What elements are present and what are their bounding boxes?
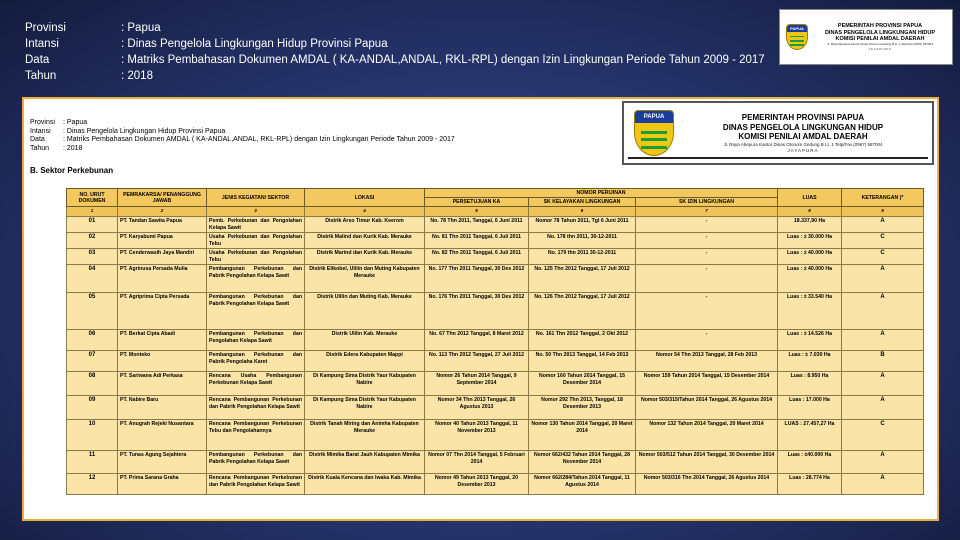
column-index: 1: [67, 207, 118, 217]
cell-lokasi: Distrik Edera Kabupaten Mappi: [305, 351, 425, 372]
cell-jenis: Pembangunan Perkebunan dan Pabrik Pengolahan Kelapa Sawit: [207, 293, 305, 330]
cell-luas: Luas : ± 33.540 Ha: [778, 293, 842, 330]
cell-skkl: Nomor 130 Tahun 2014 Tanggal, 20 Maret 2014: [529, 420, 636, 451]
cell-izin: -: [636, 293, 778, 330]
cell-izin: Nomor 503/315/Tahun 2014 Tanggal, 26 Agustus 2014: [636, 396, 778, 420]
cell-ket: A: [842, 330, 924, 351]
logo-address: Jl. Raya Abepura Kantor Dinas Otonom Gedung B Lt. 1 Telp/Fax.(0967) 587004: [826, 41, 933, 46]
cell-skkl: Nomor 292 Thn 2013, Tanggal, 18 Desember 2013: [529, 396, 636, 420]
cell-izin: Nomor 503/316 Thn 2014 Tanggal, 26 Agustus 2014: [636, 474, 778, 495]
table-row: [67, 293, 924, 330]
table-row: [67, 420, 924, 451]
column-index: 4: [305, 207, 425, 217]
cell-lokasi: Distrik Tanah Miring dan Animha Kabupaten Merauke: [305, 420, 425, 451]
cell-izin: Nomor 132 Tahun 2014 Tanggal, 20 Maret 2014: [636, 420, 778, 451]
cell-luas: Luas : 8.950 Ha: [778, 372, 842, 396]
slide-meta: [25, 20, 765, 84]
cell-luas: Luas : ±40.000 Ha: [778, 451, 842, 474]
cell-skkl: Nomor 78 Tahun 2011, Tgl 6 Juni 2011: [529, 217, 636, 233]
cell-pemrakarsa: PT. Cenderwasih Jaya Mandiri: [118, 249, 207, 265]
header-keterangan: KETERANGAN )*: [842, 189, 924, 207]
cell-skkl: Nomor 160 Tahun 2014 Tanggal, 15 Desember 2014: [529, 372, 636, 396]
slide-meta-row: [25, 68, 765, 84]
doc-meta-value: : 2018: [63, 144, 83, 152]
logo-large-city: JAYAPURA: [787, 147, 819, 153]
cell-ket: C: [842, 233, 924, 249]
cell-no: 08: [67, 372, 118, 396]
table-row: [67, 372, 924, 396]
cell-no: 07: [67, 351, 118, 372]
cell-jenis: Pembangunan Perkebunan dan Pabrik Pengolaha Karet: [207, 351, 305, 372]
logo-card-large: [622, 101, 934, 165]
cell-lokasi: Di Kampung Sima Distrik Yaur Kabupaten Nabire: [305, 396, 425, 420]
column-index: 2: [118, 207, 207, 217]
logo-large-line2: DINAS PENGELOLA LINGKUNGAN HIDUP: [722, 122, 884, 132]
table-row: [67, 396, 924, 420]
cell-ket: C: [842, 420, 924, 451]
doc-meta-row: [30, 119, 455, 128]
cell-skkl: Nomor 662/432 Tahun 2014 Tanggal, 28 November 2014: [529, 451, 636, 474]
cell-ka: No. 176 Thn 2011 Tanggal, 30 Des 2012: [425, 293, 529, 330]
cell-lokasi: Distrik Ulilin dan Muting Kab. Merauke: [305, 293, 425, 330]
cell-jenis: Rencana Pembangunan Perkebunan dan Pabrik Pengolahan Kelapa Sawit: [207, 396, 305, 420]
cell-luas: Luas : ± 14.526 Ha: [778, 330, 842, 351]
cell-ka: No. 81 Thn 2011 Tanggal, 6 Juli 2011: [425, 233, 529, 249]
cell-ka: No. 177 Thn 2011 Tanggal, 30 Des 2012: [425, 265, 529, 293]
cell-jenis: Rencana Pembangunan Perkebunan dan Pabrik Pengolahan Kelapa Sawit: [207, 474, 305, 495]
cell-luas: Luas : ± 30.000 Ha: [778, 233, 842, 249]
header-nomor-perijinan: NOMOR PERIJINAN: [425, 189, 778, 198]
cell-ka: Nomor 49 Tahun 2013 Tanggal, 20 Desember 2013: [425, 474, 529, 495]
cell-luas: Luas : 17.000 Ha: [778, 396, 842, 420]
cell-izin: -: [636, 249, 778, 265]
table-row: [67, 265, 924, 293]
column-index: 8: [778, 207, 842, 217]
cell-ka: Nomor 40 Tahun 2013 Tanggal, 11 November 2013: [425, 420, 529, 451]
cell-ket: A: [842, 474, 924, 495]
table-row: [67, 351, 924, 372]
cell-pemrakarsa: PT. Tandan Sawita Papua: [118, 217, 207, 233]
header-sk-kelayakan: SK KELAYAKAN LINGKUNGAN: [529, 198, 636, 207]
cell-jenis: Usaha Perkebunan dan Pengolahan Tebu: [207, 249, 305, 265]
cell-lokasi: Di Kampung Sima Distrik Yaur Kabupaten Nabire: [305, 372, 425, 396]
cell-pemrakarsa: PT. Berkat Cipta Abadi: [118, 330, 207, 351]
cell-ket: A: [842, 293, 924, 330]
cell-luas: LUAS : 27.457,27 Ha: [778, 420, 842, 451]
logo-line2: DINAS PENGELOLA LINGKUNGAN HIDUP: [824, 29, 936, 36]
cell-pemrakarsa: PT. Anugrah Rejeki Nusantara: [118, 420, 207, 451]
cell-lokasi: Distrik Ulilin Kab. Merauke: [305, 330, 425, 351]
cell-pemrakarsa: PT. Monteko: [118, 351, 207, 372]
table-row: [67, 217, 924, 233]
cell-pemrakarsa: PT. Agrinusa Persada Mulia: [118, 265, 207, 293]
cell-jenis: Pembangunan Perkebunan dan Pabrik Pengolahan Kelapa Sawit: [207, 451, 305, 474]
logo-large-line3: KOMISI PENILAI AMDAL DAERAH: [738, 132, 868, 142]
papua-emblem-icon: PAPUA: [786, 24, 808, 50]
logo-underline: [628, 157, 928, 159]
slide-meta-row: [25, 20, 765, 36]
slide-meta-value: : Papua: [121, 22, 161, 34]
cell-jenis: Pembangunan Perkebunan dan Pengolahan Kelapa Sawit: [207, 330, 305, 351]
section-title: B. Sektor Perkebunan: [30, 166, 114, 175]
cell-no: 02: [67, 233, 118, 249]
cell-pemrakarsa: PT. Tunas Agung Sejahtera: [118, 451, 207, 474]
doc-meta-value: : Papua: [63, 119, 88, 126]
table-row: [67, 451, 924, 474]
cell-no: 01: [67, 217, 118, 233]
column-index: 3: [207, 207, 305, 217]
cell-no: 05: [67, 293, 118, 330]
cell-ket: A: [842, 396, 924, 420]
cell-jenis: Usaha Perkebunan dan Pengolahan Tebu: [207, 233, 305, 249]
cell-ka: No. 82 Thn 2011 Tanggal, 6 Juli 2011: [425, 249, 529, 265]
column-index: 9: [842, 207, 924, 217]
cell-jenis: Rencana Pembangunan Perkebunan Tebu dan Pengolahannya: [207, 420, 305, 451]
cell-pemrakarsa: PT. Agriprima Cipta Persada: [118, 293, 207, 330]
slide-meta-key: Provinsi: [25, 22, 66, 34]
cell-ka: Nomor 34 Thn 2013 Tanggal, 26 Agustus 2013: [425, 396, 529, 420]
header-persetujuan-ka: PERSETUJUAN KA: [425, 198, 529, 207]
doc-meta-row: [30, 128, 455, 137]
column-index: 6: [529, 207, 636, 217]
cell-izin: Nomor 159 Tahun 2014 Tanggal, 15 Desember 2014: [636, 372, 778, 396]
header-lokasi: LOKASI: [305, 189, 425, 207]
cell-ka: Nomor 07 Thn 2014 Tanggal, 5 Februari 2014: [425, 451, 529, 474]
logo-line3: KOMISI PENILAI AMDAL DAERAH: [835, 36, 925, 43]
logo-line1: PEMERINTAH PROVINSI PAPUA: [837, 23, 923, 30]
cell-lokasi: Distrik Kuala Kencana dan Iwaka Kab. Mimika: [305, 474, 425, 495]
cell-luas: 18.337,90 Ha: [778, 217, 842, 233]
papua-emblem-large-icon: PAPUA: [634, 110, 674, 156]
cell-ket: A: [842, 265, 924, 293]
cell-skkl: Nomor 662/284/Tahun 2014 Tanggal, 11 Agustus 2014: [529, 474, 636, 495]
slide-meta-row: [25, 52, 765, 68]
cell-pemrakarsa: PT. Prima Sarana Graha: [118, 474, 207, 495]
slide-meta-value: : Dinas Pengelola Lingkungan Hidup Provinsi Papua: [121, 38, 388, 50]
logo-large-line1: PEMERINTAH PROVINSI PAPUA: [741, 113, 865, 123]
slide-meta-value: : 2018: [121, 70, 153, 82]
doc-meta-key: Tahun: [30, 144, 50, 152]
logo-city: JAYAPURA: [868, 46, 892, 51]
cell-izin: Nomor 503/512 Tahun 2014 Tanggal, 30 Desember 2014: [636, 451, 778, 474]
doc-meta-row: [30, 145, 455, 154]
cell-izin: -: [636, 217, 778, 233]
cell-pemrakarsa: PT. Nabire Baru: [118, 396, 207, 420]
cell-no: 11: [67, 451, 118, 474]
logo-large-address: Jl. Raya Abepura Kantor Dinas Otonom Gedung B Lt. 1 Telp/Fax.(0967) 587004: [723, 141, 883, 147]
cell-ket: B: [842, 351, 924, 372]
cell-no: 06: [67, 330, 118, 351]
column-index-row: [67, 207, 924, 217]
cell-jenis: Pemb. Perkebunan dan Pengolahan Kelapa Sawit: [207, 217, 305, 233]
cell-lokasi: Distrik Arso Timur Kab. Keerom: [305, 217, 425, 233]
cell-ka: No. 78 Thn 2011, Tanggal, 6 Juni 2011: [425, 217, 529, 233]
cell-lokasi: Distrik Mimika Barat Jauh Kabupaten Mimika: [305, 451, 425, 474]
cell-izin: -: [636, 330, 778, 351]
doc-meta-key: Data: [30, 136, 45, 143]
header-luas: LUAS: [778, 189, 842, 207]
document-meta: [30, 119, 455, 153]
cell-skkl: No. 179 thn 2011 30-12-2011: [529, 249, 636, 265]
cell-skkl: No. 50 Thn 2013 Tanggal, 14 Feb 2013: [529, 351, 636, 372]
slide-meta-key: Data: [25, 54, 50, 66]
cell-ket: A: [842, 217, 924, 233]
logo-card-small: [779, 9, 953, 65]
cell-luas: Luas : ± 40.000 Ha: [778, 265, 842, 293]
cell-lokasi: Distrik Malind dan Kurik Kab. Merauke: [305, 233, 425, 249]
cell-ket: A: [842, 372, 924, 396]
cell-izin: Nomor 54 Thn 2013 Tanggal, 28 Feb 2013: [636, 351, 778, 372]
cell-no: 09: [67, 396, 118, 420]
cell-no: 12: [67, 474, 118, 495]
table-row: [67, 330, 924, 351]
cell-pemrakarsa: PT. Karyabumi Papua: [118, 233, 207, 249]
doc-meta-value: : Dinas Pengelola Lingkungan Hidup Provinsi Papua: [63, 127, 226, 135]
cell-ka: No. 113 Thn 2012 Tanggal, 27 Juli 2012: [425, 351, 529, 372]
table-header-row: [67, 189, 924, 198]
cell-skkl: No. 178 thn 2011, 30-12-2011: [529, 233, 636, 249]
table-row: [67, 233, 924, 249]
doc-meta-row: [30, 136, 455, 145]
cell-lokasi: Distrik Marind dan Kurik Kab. Merauke: [305, 249, 425, 265]
cell-jenis: Rencana Usaha Pembangunan Perkebunan Kelapa Sawit: [207, 372, 305, 396]
cell-skkl: No. 125 Thn 2012 Tanggal, 17 Juli 2012: [529, 265, 636, 293]
cell-no: 04: [67, 265, 118, 293]
cell-ka: No. 67 Thn 2012 Tanggal, 8 Maret 2012: [425, 330, 529, 351]
cell-luas: Luas : 28.774 Ha: [778, 474, 842, 495]
header-jenis: JENIS KEGIATAN/ SEKTOR: [207, 189, 305, 207]
cell-ket: C: [842, 249, 924, 265]
table-row: [67, 474, 924, 495]
cell-pemrakarsa: PT. Sariwana Adi Perkasa: [118, 372, 207, 396]
amdal-matrix-table: [66, 188, 924, 495]
cell-ket: A: [842, 451, 924, 474]
cell-izin: -: [636, 265, 778, 293]
cell-skkl: No. 161 Thn 2012 Tanggal, 2 Okt 2012: [529, 330, 636, 351]
header-no: NO. URUT DOKUMEN: [67, 189, 118, 207]
cell-jenis: Pembangunan Perkebunan dan Pabrik Pengolahan Kelapa Sawit: [207, 265, 305, 293]
doc-meta-key: Provinsi: [30, 119, 55, 126]
slide-meta-key: Tahun: [25, 70, 57, 82]
slide-meta-row: [25, 36, 765, 52]
slide-meta-key: Intansi: [25, 38, 59, 50]
cell-luas: Luas : ± 40.000 Ha: [778, 249, 842, 265]
cell-no: 10: [67, 420, 118, 451]
cell-luas: Luas : ± 7.030 Ha: [778, 351, 842, 372]
header-sk-izin: SK IZIN LINGKUNGAN: [636, 198, 778, 207]
slide-meta-value: : Matriks Pembahasan Dokumen AMDAL ( KA-ANDAL,ANDAL, RKL-RPL) dengan Izin Lingkungan Periode Tahun 2009 - 2017: [121, 54, 765, 66]
column-index: 5: [425, 207, 529, 217]
cell-no: 03: [67, 249, 118, 265]
doc-meta-value: : Matriks Pembahasan Dokumen AMDAL ( KA-ANDAL,ANDAL, RKL-RPL) dengan Izin Lingkungan Periode Tahun 2009 - 2017: [63, 136, 455, 143]
cell-lokasi: Distrik Elikobel, Ulilin dan Muting Kabupaten Merauke: [305, 265, 425, 293]
document-page: [22, 97, 939, 521]
cell-skkl: No. 126 Thn 2012 Tanggal, 17 Juli 2012: [529, 293, 636, 330]
cell-izin: -: [636, 233, 778, 249]
column-index: 7: [636, 207, 778, 217]
cell-ka: Nomor 26 Tahun 2014 Tanggal, 9 September 2014: [425, 372, 529, 396]
table-row: [67, 249, 924, 265]
header-pemrakarsa: PEMRAKARSA/ PENANGGUNG JAWAB: [118, 189, 207, 207]
doc-meta-key: Intansi: [30, 127, 51, 135]
